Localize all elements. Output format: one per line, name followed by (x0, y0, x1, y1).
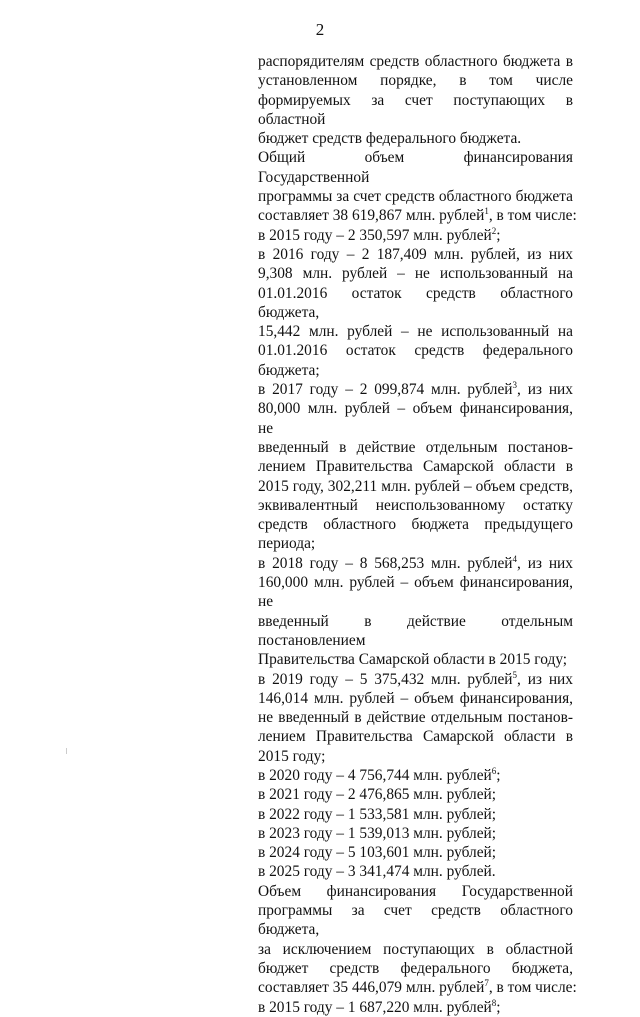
text-line-tail: ; (496, 766, 501, 784)
text-line-content: 2015 году, 302,211 млн. рублей – объем средств, (258, 477, 573, 495)
text-line (258, 727, 573, 746)
text-line (258, 71, 573, 90)
text-line (258, 284, 573, 323)
text-line-content: распорядителям средств областного бюджета в (258, 53, 573, 70)
text-line (258, 477, 573, 496)
text-line-tail: , в том числе: (488, 979, 577, 997)
text-line-tail: , в том числе: (488, 207, 577, 225)
text-line (258, 91, 573, 130)
text-line (258, 515, 573, 534)
text-line-content: 80,000 млн. рублей – объем финансирования, не (258, 400, 573, 437)
text-line-content: не введенный в действие отдельным постанов- (258, 709, 573, 727)
text-line-content: в 2015 году – 2 350,597 млн. рублей (258, 226, 492, 244)
text-line (258, 573, 573, 612)
text-line (258, 457, 573, 476)
text-line (258, 129, 573, 148)
text-line-content: составляет 38 619,867 млн. рублей (258, 207, 485, 225)
text-line (258, 341, 573, 360)
text-line (258, 978, 577, 997)
text-line (258, 766, 573, 785)
text-line-content: Объем финансирования Государственной (258, 882, 573, 900)
text-line-content: 2015 году; (258, 747, 326, 765)
footnote-marker: 4 (512, 553, 518, 564)
text-line (258, 940, 573, 959)
text-line (258, 882, 573, 901)
text-line-content: 01.01.2016 остаток средств федерального (258, 342, 573, 360)
footnote-marker: 5 (512, 669, 518, 680)
text-line (258, 805, 573, 824)
text-line-content: в 2022 году – 1 533,581 млн. рублей; (258, 805, 497, 823)
text-line-content: в 2020 году – 4 756,744 млн. рублей (258, 766, 492, 784)
text-line (258, 998, 573, 1017)
text-line-content: 146,014 млн. рублей – объем финансирования, (258, 689, 573, 707)
text-line (258, 245, 573, 264)
text-line (258, 52, 573, 71)
text-line (258, 785, 573, 804)
text-line-content: в 2023 году – 1 539,013 млн. рублей; (258, 824, 497, 842)
text-line-content: программы за счет средств областного бюджета, (258, 902, 573, 939)
text-line-content: введенный в действие отдельным постанов- (258, 438, 573, 456)
text-line (258, 496, 573, 515)
text-line (258, 824, 573, 843)
text-line-tail: ; (496, 998, 501, 1016)
text-line (258, 612, 573, 651)
margin-mark (66, 748, 67, 754)
text-line-content: в 2017 году – 2 099,874 млн. рублей (258, 381, 513, 399)
text-line (258, 226, 573, 245)
page-number: 2 (315, 20, 325, 39)
body-text (258, 52, 577, 1017)
text-line-content: Правительства Самарской области в 2015 году; (258, 651, 568, 669)
text-line (258, 380, 573, 399)
text-line (258, 399, 573, 438)
text-line (258, 650, 573, 669)
text-line-content: бюджет средств федерального бюджета. (258, 130, 522, 148)
text-line-content: установленном порядке, в том числе (258, 72, 573, 90)
text-line-content: в 2019 году – 5 375,432 млн. рублей (258, 670, 513, 688)
text-line-content: формируемых за счет поступающих в областной (258, 91, 573, 128)
footnote-marker: 8 (491, 997, 497, 1008)
text-line-content: за исключением поступающих в областной (258, 940, 573, 958)
text-line-content: лением Правительства Самарской области в (258, 458, 573, 476)
text-line-tail: ; (496, 226, 501, 244)
text-line-content: лением Правительства Самарской области в (258, 728, 573, 746)
text-line (258, 843, 573, 862)
text-line-content: в 2016 году – 2 187,409 млн. рублей, из них (258, 245, 573, 263)
text-line-content: составляет 35 446,079 млн. рублей (258, 979, 485, 997)
text-line-content: в 2015 году – 1 687,220 млн. рублей (258, 998, 492, 1016)
text-line (258, 264, 573, 283)
text-line-content: эквивалентный неиспользованному остатку (258, 496, 573, 514)
text-line-content: введенный в действие отдельным постановлением (258, 612, 573, 649)
text-line (258, 670, 573, 689)
text-line-content: в 2025 году – 3 341,474 млн. рублей. (258, 863, 496, 881)
text-line-content: бюджет средств федерального бюджета, (258, 959, 573, 977)
text-line-content: 9,308 млн. рублей – не использованный на (258, 265, 573, 283)
text-line (258, 534, 573, 553)
text-line-tail: , из них (517, 381, 573, 399)
text-line (258, 361, 573, 380)
text-line (258, 689, 573, 708)
text-line (258, 708, 573, 727)
footnote-marker: 6 (491, 765, 497, 776)
text-line-content: средств областного бюджета предыдущего (258, 516, 573, 534)
text-line (258, 148, 573, 187)
text-line-content: в 2021 году – 2 476,865 млн. рублей; (258, 786, 497, 804)
text-line-content: в 2018 году – 8 568,253 млн. рублей (258, 554, 513, 572)
text-line (258, 322, 573, 341)
text-line (258, 747, 573, 766)
text-line-content: Общий объем финансирования Государственной (258, 149, 573, 186)
footnote-marker: 7 (484, 978, 489, 989)
text-line-content: в 2024 году – 5 103,601 млн. рублей; (258, 844, 497, 862)
text-line-tail: , из них (517, 554, 573, 572)
footnote-marker: 2 (491, 225, 497, 236)
text-line-content: 01.01.2016 остаток средств областного бюджета, (258, 284, 573, 321)
text-line-content: бюджета; (258, 361, 320, 379)
text-line-tail: , из них (517, 670, 573, 688)
footnote-marker: 1 (484, 206, 489, 217)
footnote-marker: 3 (512, 379, 518, 390)
text-line (258, 959, 573, 978)
text-line (258, 554, 573, 573)
text-line (258, 206, 577, 225)
text-line (258, 438, 573, 457)
text-line (258, 901, 573, 940)
text-line-content: 160,000 млн. рублей – объем финансирования, не (258, 574, 573, 611)
text-line-content: периода; (258, 535, 316, 553)
text-line-content: 15,442 млн. рублей – не использованный на (258, 323, 573, 341)
text-line (258, 187, 573, 206)
text-line-content: программы за счет средств областного бюджета (258, 188, 573, 206)
text-line (258, 862, 573, 881)
